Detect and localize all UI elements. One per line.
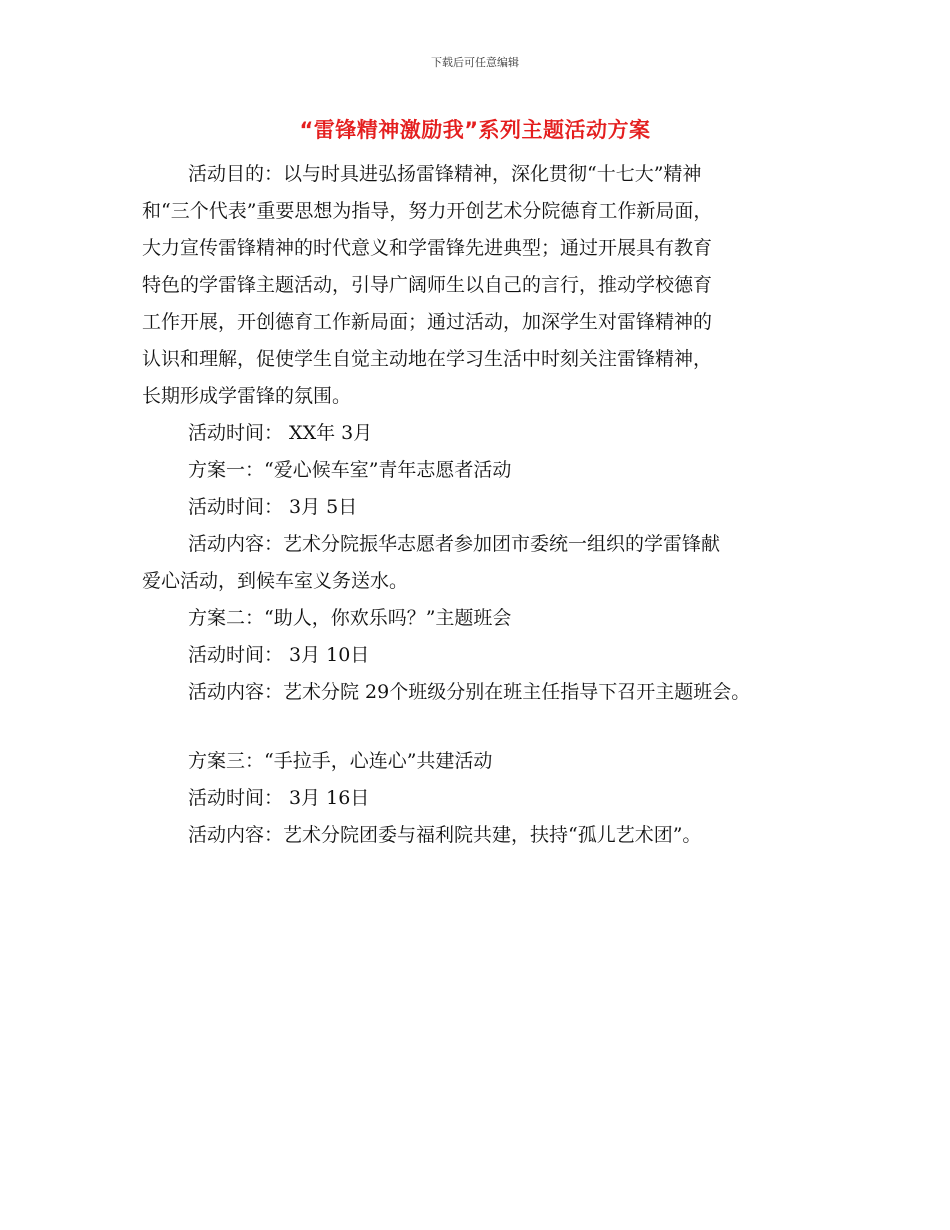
plan-three-time: 活动时间： 3月 16日 [188,787,370,809]
plan-two-content: 活动内容：艺术分院 29个班级分别在班主任指导下召开主题班会。 [188,681,751,703]
plan-one-heading: 方案一：“爱心候车室”青年志愿者活动 [188,459,512,481]
paragraph-purpose-line: 认识和理解，促使学生自觉主动地在学习生活中时刻关注雷锋精神， [142,348,713,370]
paragraph-purpose-line: 长期形成学雷锋的氛围。 [142,385,352,407]
plan-one-content: 活动内容：艺术分院振华志愿者参加团市委统一组织的学雷锋献 [188,533,721,555]
plan-one-content: 爱心活动，到候车室义务送水。 [142,570,409,592]
plan-three-content: 活动内容：艺术分院团委与福利院共建，扶持“孤儿艺术团”。 [188,824,702,846]
plan-two-heading: 方案二：“助人，你欢乐吗？”主题班会 [188,607,512,629]
paragraph-purpose-line: 特色的学雷锋主题活动，引导广阔师生以自己的言行，推动学校德育 [142,274,713,296]
header-note: 下载后可任意编辑 [431,56,519,69]
plan-three-heading: 方案三：“手拉手，心连心”共建活动 [188,750,493,772]
paragraph-purpose-line: 大力宣传雷锋精神的时代意义和学雷锋先进典型；通过开展具有教育 [142,237,713,259]
paragraph-purpose-line: 活动目的：以与时具进弘扬雷锋精神，深化贯彻“十七大”精神 [188,163,702,185]
plan-one-time: 活动时间： 3月 5日 [188,496,358,518]
plan-two-time: 活动时间： 3月 10日 [188,644,370,666]
document-title: “雷锋精神激励我”系列主题活动方案 [299,118,651,142]
paragraph-purpose-line: 和“三个代表”重要思想为指导，努力开创艺术分院德育工作新局面， [142,200,713,222]
paragraph-purpose-line: 工作开展，开创德育工作新局面；通过活动，加深学生对雷锋精神的 [142,311,713,333]
activity-time: 活动时间： XX年 3月 [188,422,373,444]
